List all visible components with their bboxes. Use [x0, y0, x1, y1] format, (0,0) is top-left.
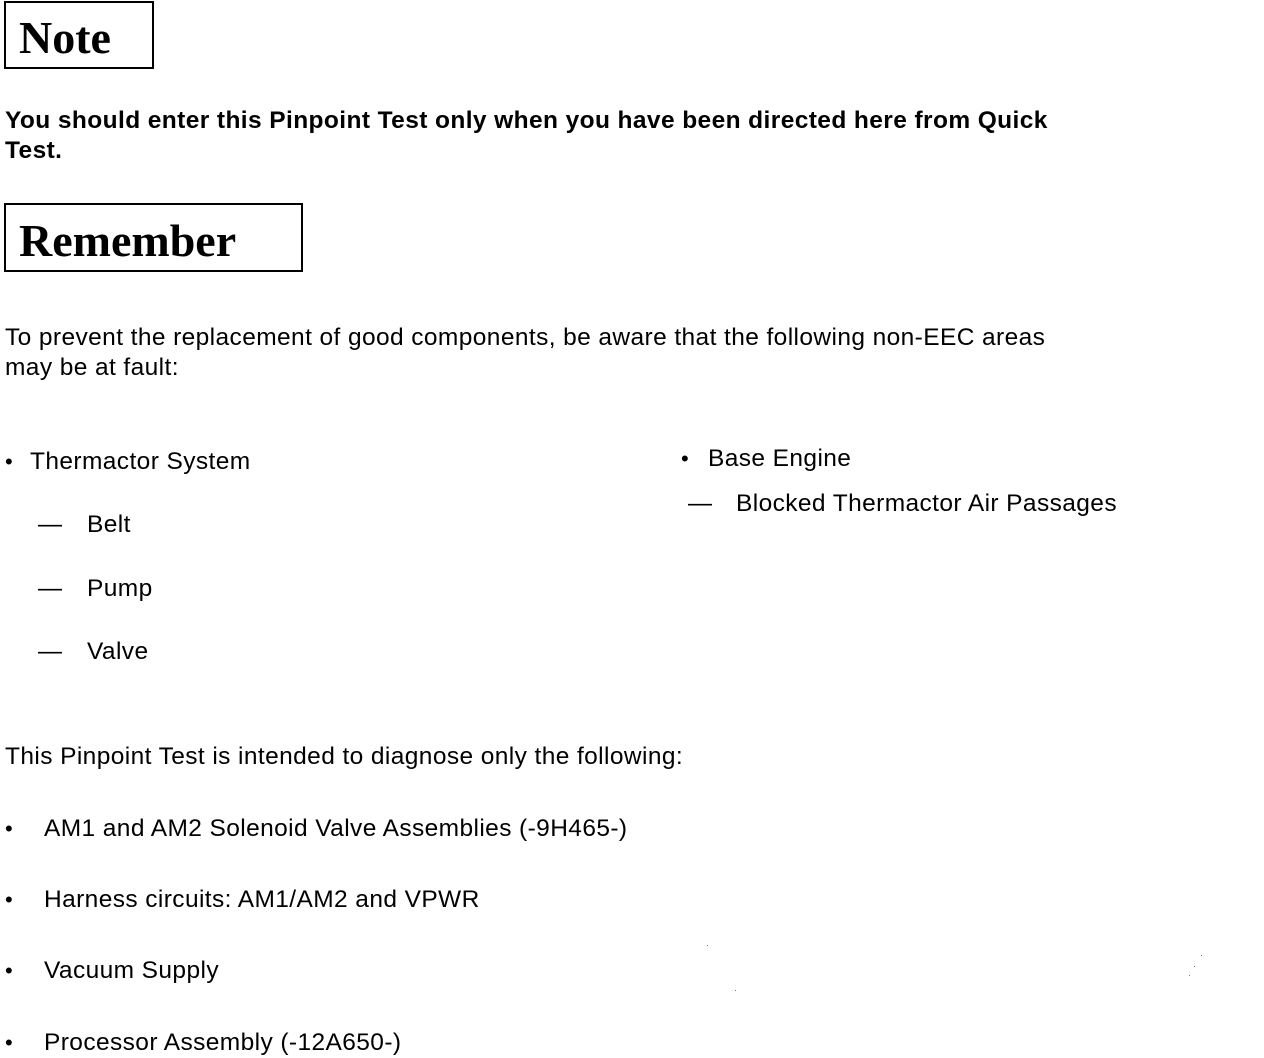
left-group-item: Valve: [87, 638, 149, 665]
remember-intro-line-2: may be at fault:: [5, 354, 179, 381]
bullet-icon: •: [5, 887, 13, 912]
dash-icon: —: [38, 511, 62, 538]
note-text: [5, 106, 1048, 166]
scan-speck: [1201, 955, 1202, 956]
note-text-line-1: You should enter this Pinpoint Test only when you have been directed here from Quick: [5, 107, 1048, 134]
scan-speck: [1189, 975, 1190, 976]
scope-item: Vacuum Supply: [44, 957, 219, 984]
right-group-item: Blocked Thermactor Air Passages: [736, 490, 1117, 517]
left-group-item: Belt: [87, 511, 131, 538]
scope-item: Processor Assembly (-12A650-): [44, 1029, 402, 1056]
remember-intro-line-1: To prevent the replacement of good components, be aware that the following non-EEC areas: [5, 324, 1046, 351]
bullet-icon: •: [5, 816, 13, 841]
left-group-title: Thermactor System: [30, 448, 251, 475]
dash-icon: —: [38, 575, 62, 602]
dash-icon: —: [688, 490, 712, 517]
scan-speck: [707, 945, 708, 946]
left-group-item: Pump: [87, 575, 153, 602]
scope-item: AM1 and AM2 Solenoid Valve Assemblies (-9H465-): [44, 815, 628, 842]
bullet-icon: •: [5, 449, 13, 474]
scope-intro: This Pinpoint Test is intended to diagnose only the following:: [5, 743, 684, 770]
remember-intro: [5, 323, 1045, 383]
scan-speck: [735, 990, 736, 991]
note-text-line-2: Test.: [5, 137, 63, 164]
right-group-title: Base Engine: [708, 445, 852, 472]
scan-speck: [1194, 966, 1195, 967]
note-heading: Note: [4, 1, 154, 69]
remember-heading: Remember: [4, 203, 303, 272]
scope-item: Harness circuits: AM1/AM2 and VPWR: [44, 886, 480, 913]
bullet-icon: •: [5, 958, 13, 983]
dash-icon: —: [38, 638, 62, 665]
bullet-icon: •: [681, 446, 689, 471]
bullet-icon: •: [5, 1030, 13, 1055]
